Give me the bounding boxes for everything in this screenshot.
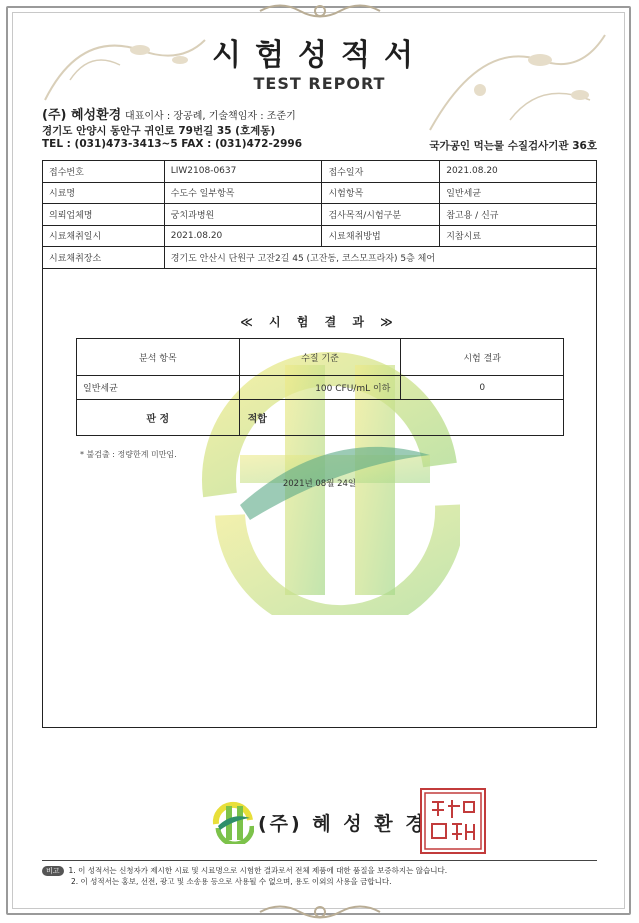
client-value: 궁치과병원 [164,204,322,226]
company-name: (주) 혜성환경 [42,108,122,123]
sampling-method-value: 지참시료 [440,225,597,247]
certification-text: 국가공인 먹는물 수질검사기관 36호 [429,140,597,152]
remark-row [42,876,597,887]
table-row [77,376,564,400]
receipt-number-value: LIW2108-0637 [164,161,322,183]
results-table [76,338,564,436]
remarks-section [42,860,597,887]
purpose-value: 참고용 / 신규 [440,204,597,226]
sampling-date-label: 시료채취일시 [43,225,165,247]
table-row [43,247,597,269]
company-line [42,104,296,123]
remark-row [42,865,597,876]
results-section-title: ≪ 시 험 결 과 ≫ [240,315,399,329]
sample-name-label: 시료명 [43,182,165,204]
sample-name-value: 수도수 일부항목 [164,182,322,204]
remark-1: 1. 이 성적서는 신청자가 제시한 시료 및 시료명으로 시험한 결과로서 전체 제품에 대한 품질을 보증하지는 않습니다. [68,866,448,875]
company-address: 경기도 안양시 동안구 귀인로 79번길 35 (호계동) [42,125,276,137]
sampling-place-label: 시료채취장소 [43,247,165,269]
company-logo-icon [210,800,254,844]
judgement-label: 판 정 [77,400,240,436]
header-analysis-item: 분석 항목 [77,339,240,376]
sampling-method-label: 시료채취방법 [322,225,440,247]
receipt-number-label: 접수번호 [43,161,165,183]
report-subtitle: TEST REPORT [253,74,386,93]
report-title: 시험성적서 [212,38,427,73]
test-item-value: 일반세균 [440,182,597,204]
footer-company-name: (주) 혜 성 환 경 [258,813,427,835]
result-standard: 100 CFU/mL 이하 [239,376,401,400]
note-text: * 불검출 : 정량한계 미만임. [80,450,177,459]
receipt-date-value: 2021.08.20 [440,161,597,183]
table-row [43,182,597,204]
company-representatives: 대표이사 : 장공례, 기술책임자 : 조준기 [125,111,296,122]
purpose-label: 검사목적/시험구분 [322,204,440,226]
test-item-label: 시험항목 [322,182,440,204]
info-table [42,160,597,269]
company-tel-fax: TEL : (031)473-3413~5 FAX : (031)472-2996 [42,138,303,150]
issue-date: 2021년 08월 24일 [282,479,357,489]
judgement-row [77,400,564,436]
table-header-row [77,339,564,376]
table-row [43,161,597,183]
bottom-ornament-icon [250,903,390,921]
result-item: 일반세균 [77,376,240,400]
sampling-date-value: 2021.08.20 [164,225,322,247]
header-test-result: 시험 결과 [401,339,564,376]
top-ornament-icon [250,2,390,20]
table-row [43,204,597,226]
client-label: 의뢰업체명 [43,204,165,226]
judgement-value: 적합 [239,400,563,436]
official-seal-icon [420,788,486,854]
result-value: 0 [401,376,564,400]
table-row [43,225,597,247]
remarks-badge: 비고 [42,866,64,876]
sampling-place-value: 경기도 안산시 단원구 고잔2길 45 (고잔동, 코스모프라자) 5층 체어 [164,247,596,269]
header-water-standard: 수질 기준 [239,339,401,376]
remark-2: 2. 이 성적서는 홍보, 선전, 광고 및 소송용 등으로 사용될 수 없으며, 용도 이외의 사용을 금합니다. [71,877,392,886]
receipt-date-label: 접수일자 [322,161,440,183]
